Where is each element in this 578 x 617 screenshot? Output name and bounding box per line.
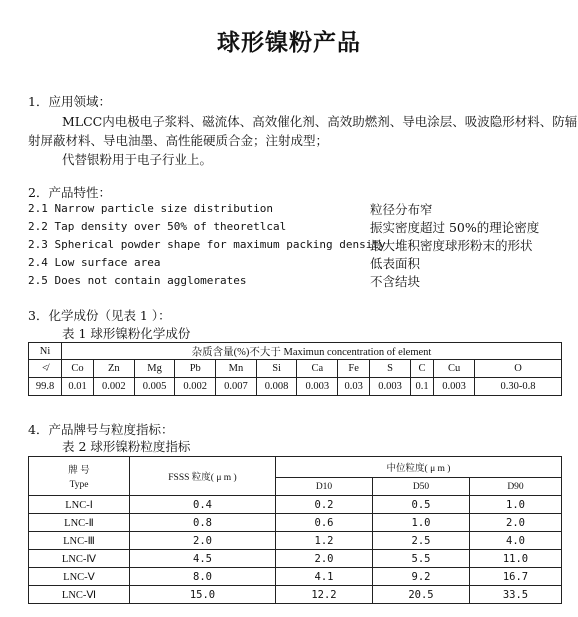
- type-cell: LNC-Ⅱ: [29, 514, 130, 532]
- element-header: Ca: [297, 360, 338, 378]
- type-cell: LNC-Ⅵ: [29, 586, 130, 604]
- section1-line3: 代替银粉用于电子行业上。: [62, 152, 213, 167]
- table-row: [29, 550, 562, 568]
- element-value: 0.003: [434, 378, 475, 396]
- d50-header: D50: [373, 478, 470, 496]
- element-value: 0.008: [256, 378, 297, 396]
- element-header: Mn: [216, 360, 257, 378]
- d90-cell: 33.5: [470, 586, 562, 604]
- type-header-en: Type: [69, 480, 89, 490]
- element-header: Co: [62, 360, 94, 378]
- section1-line2: 射屏蔽材料、导电油墨、高性能硬质合金；注射成型；: [28, 133, 329, 148]
- d10-cell: 4.1: [276, 568, 373, 586]
- d90-cell: 1.0: [470, 496, 562, 514]
- section3-heading: 3．化学成份（见表 1 ）：: [28, 308, 171, 323]
- d90-cell: 4.0: [470, 532, 562, 550]
- d50-cell: 5.5: [373, 550, 470, 568]
- ni-label: Ni: [29, 343, 62, 360]
- d10-header: D10: [276, 478, 373, 496]
- d50-cell: 2.5: [373, 532, 470, 550]
- d90-cell: 11.0: [470, 550, 562, 568]
- d50-cell: 9.2: [373, 568, 470, 586]
- element-header: C: [410, 360, 433, 378]
- element-value: 0.003: [297, 378, 338, 396]
- element-header: Cu: [434, 360, 475, 378]
- d10-cell: 2.0: [276, 550, 373, 568]
- d50-cell: 1.0: [373, 514, 470, 532]
- d10-cell: 12.2: [276, 586, 373, 604]
- table-row: [29, 586, 562, 604]
- table-row: [29, 568, 562, 586]
- feature-en: 2.4 Low surface area: [28, 256, 161, 269]
- element-header: S: [370, 360, 411, 378]
- element-value: 0.007: [216, 378, 257, 396]
- table2-caption: 表 2 球形镍粉粒度指标: [62, 439, 191, 454]
- type-cell: LNC-Ⅳ: [29, 550, 130, 568]
- fsss-cell: 15.0: [130, 586, 276, 604]
- element-header: Si: [256, 360, 297, 378]
- section4-heading: 4．产品牌号与粒度指标：: [28, 422, 174, 437]
- element-value: 0.30-0.8: [475, 378, 562, 396]
- element-header: Mg: [134, 360, 175, 378]
- d50-cell: 0.5: [373, 496, 470, 514]
- ni-value: 99.8: [29, 378, 62, 396]
- d10-cell: 0.6: [276, 514, 373, 532]
- element-value: 0.002: [175, 378, 216, 396]
- page-title: 球形镍粉产品: [217, 30, 361, 56]
- type-header: [29, 457, 130, 496]
- element-header: O: [475, 360, 562, 378]
- fsss-cell: 0.8: [130, 514, 276, 532]
- element-value: 0.002: [94, 378, 135, 396]
- fsss-header: FSSS 粒度( μ m ): [130, 457, 276, 496]
- table-row: [29, 514, 562, 532]
- section1-line1: MLCC内电极电子浆料、磁流体、高效催化剂、高效助燃剂、导电涂层、吸波隐形材料、防辐: [62, 114, 578, 129]
- feature-en: 2.2 Tap density over 50% of theoretlcal: [28, 220, 287, 233]
- section2-heading: 2．产品特性：: [28, 185, 111, 200]
- type-cell: LNC-Ⅴ: [29, 568, 130, 586]
- element-header: Zn: [94, 360, 135, 378]
- impurity-header: 杂质含量(%)不大于 Maximun concentration of element: [62, 343, 562, 360]
- feature-zh: 最大堆积密度球形粉末的形状: [370, 238, 533, 253]
- d90-cell: 2.0: [470, 514, 562, 532]
- feature-en: 2.1 Narrow particle size distribution: [28, 202, 274, 215]
- particle-size-table: [28, 456, 562, 604]
- fsss-cell: 2.0: [130, 532, 276, 550]
- fsss-cell: 0.4: [130, 496, 276, 514]
- ni-comparator: ≮: [29, 360, 62, 378]
- element-value: 0.005: [134, 378, 175, 396]
- element-header: Fe: [338, 360, 370, 378]
- feature-zh: 振实密度超过 50%的理论密度: [370, 220, 540, 235]
- table-row: [29, 532, 562, 550]
- type-cell: LNC-Ⅰ: [29, 496, 130, 514]
- feature-en: 2.3 Spherical powder shape for maximum packing density: [28, 238, 386, 251]
- d90-header: D90: [470, 478, 562, 496]
- d10-cell: 1.2: [276, 532, 373, 550]
- element-header: Pb: [175, 360, 216, 378]
- element-value: 0.003: [370, 378, 411, 396]
- feature-zh: 粒径分布窄: [370, 202, 433, 217]
- median-header: 中位粒度( μ m ): [276, 457, 562, 478]
- fsss-cell: 4.5: [130, 550, 276, 568]
- type-header-cn: 牌 号: [68, 466, 90, 476]
- d10-cell: 0.2: [276, 496, 373, 514]
- table1-caption: 表 1 球形镍粉化学成份: [62, 326, 191, 341]
- feature-en: 2.5 Does not contain agglomerates: [28, 274, 247, 287]
- d90-cell: 16.7: [470, 568, 562, 586]
- table-row: [29, 496, 562, 514]
- d50-cell: 20.5: [373, 586, 470, 604]
- feature-zh: 低表面积: [370, 256, 421, 271]
- element-value: 0.01: [62, 378, 94, 396]
- section1-heading: 1．应用领域：: [28, 94, 111, 109]
- fsss-cell: 8.0: [130, 568, 276, 586]
- element-value: 0.1: [410, 378, 433, 396]
- feature-zh: 不含结块: [370, 274, 421, 289]
- chemical-composition-table: [28, 342, 562, 396]
- type-cell: LNC-Ⅲ: [29, 532, 130, 550]
- element-value: 0.03: [338, 378, 370, 396]
